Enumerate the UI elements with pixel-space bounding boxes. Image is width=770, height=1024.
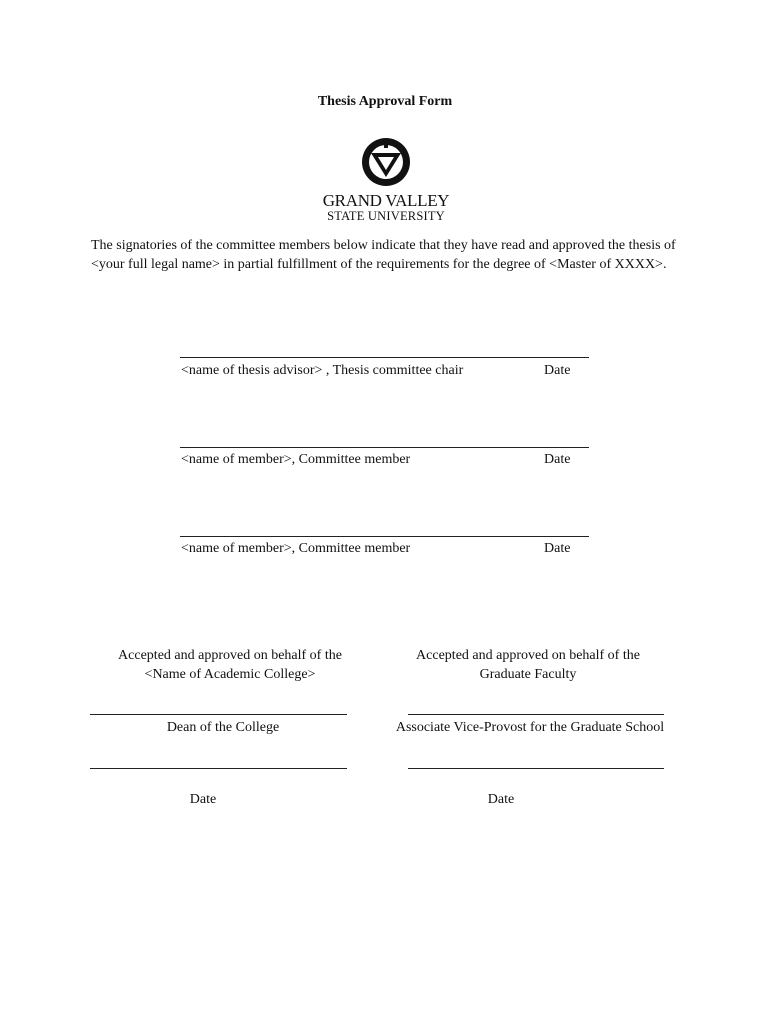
graduate-approval-heading	[388, 647, 668, 684]
dean-date-label: Date	[189, 792, 217, 807]
signature-line-chair	[180, 357, 589, 358]
committee-member-2-date-label: Date	[544, 541, 571, 556]
committee-member-2-label: <name of member>, Committee member	[181, 541, 411, 556]
intro-paragraph: The signatories of the committee members below indicate that they have read and approved the thesis of <your full legal name> in partial fulfillment of the requirements for the degree of <Master of XXXX>.	[91, 238, 676, 272]
college-approval-heading	[90, 647, 370, 684]
gvsu-logo-icon	[316, 136, 456, 224]
dean-signer-label: Dean of the College	[166, 720, 280, 735]
committee-member-1-date-label: Date	[544, 452, 571, 467]
provost-date-line	[408, 768, 664, 769]
graduate-heading-line-2: Graduate Faculty	[479, 666, 577, 682]
provost-date-label: Date	[487, 792, 515, 807]
committee-chair-label: <name of thesis advisor> , Thesis committee chair	[181, 363, 464, 378]
page-title: Thesis Approval Form	[317, 94, 453, 109]
university-logo	[316, 136, 456, 224]
college-heading-line-1: Accepted and approved on behalf of the	[118, 648, 342, 663]
logo-line-2: STATE UNIVERSITY	[327, 209, 445, 223]
logo-line-1: GRAND VALLEY	[322, 191, 450, 210]
committee-member-1-label: <name of member>, Committee member	[181, 452, 411, 467]
graduate-heading-line-1: Accepted and approved on behalf of the	[416, 648, 640, 663]
dean-date-line	[90, 768, 347, 769]
signature-line-member-2	[180, 536, 589, 537]
provost-signer-label: Associate Vice-Provost for the Graduate School	[395, 720, 665, 735]
provost-signature-line	[408, 714, 664, 715]
committee-chair-date-label: Date	[544, 363, 571, 378]
dean-signature-line	[90, 714, 347, 715]
college-heading-line-2: <Name of Academic College>	[144, 666, 316, 682]
signature-line-member-1	[180, 447, 589, 448]
